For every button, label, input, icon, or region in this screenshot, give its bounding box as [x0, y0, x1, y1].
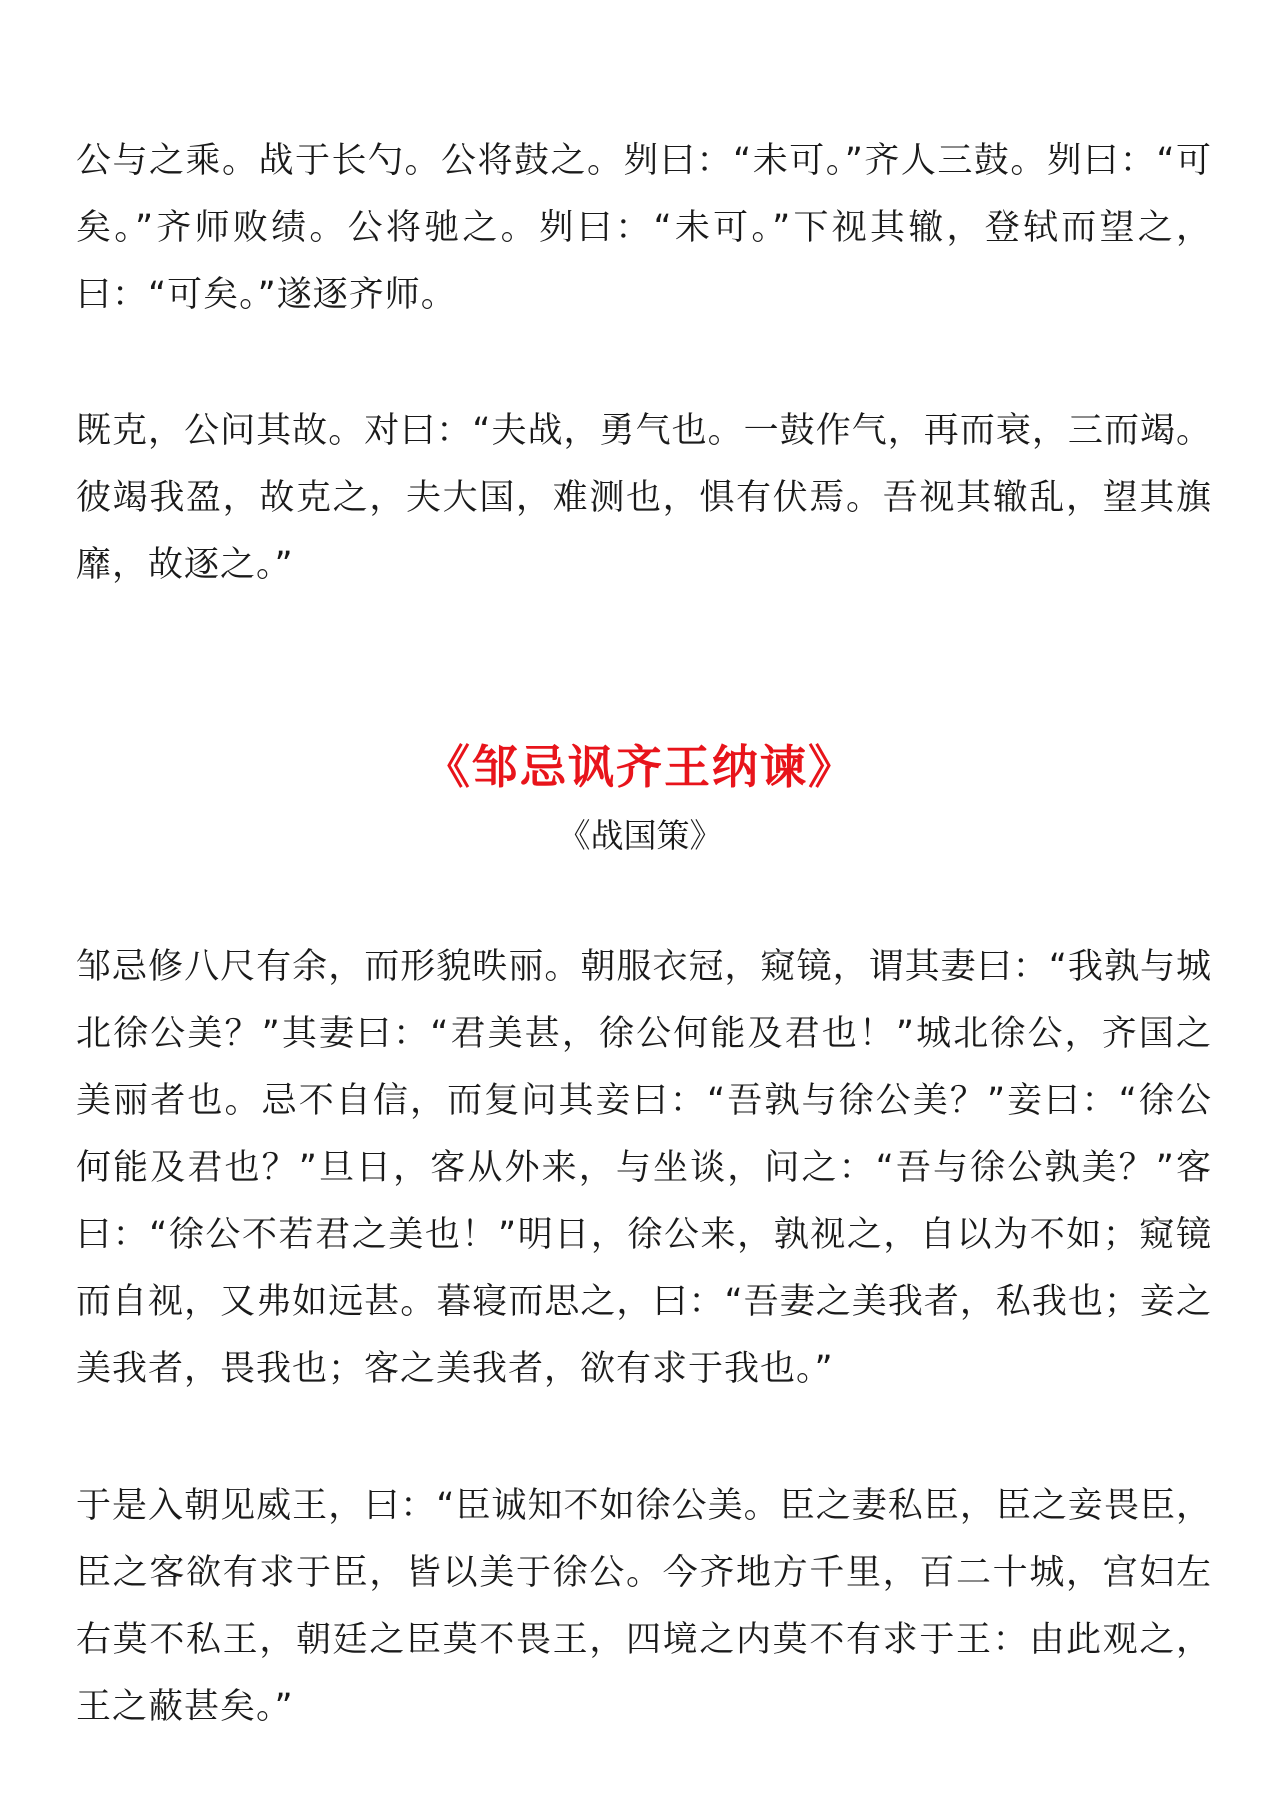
paragraph-victory-reason: 既克，公问其故。对曰：“夫战，勇气也。一鼓作气，再而衰，三而竭。彼竭我盈，故克之，夫大国，难测也，惧有伏焉。吾视其辙乱，望其旗靡，故逐之。”	[76, 411, 1212, 585]
section-title: 《邹忌讽齐王纳谏》	[424, 740, 856, 794]
paragraph-zouji-remonstrance: 于是入朝见威王，曰：“臣诚知不如徐公美。臣之妻私臣，臣之妾畏臣，臣之客欲有求于臣，皆以美于徐公。今齐地方千里，百二十城，宫妇左右莫不私王，朝廷之臣莫不畏王，四境之内莫不有求于王：由此观之，王之蔽甚矣。”	[76, 1486, 1212, 1727]
paragraph-zouji-mirror: 邹忌修八尺有余，而形貌昳丽。朝服衣冠，窥镜，谓其妻曰：“我孰与城北徐公美？”其妻曰：“君美甚，徐公何能及君也！”城北徐公，齐国之美丽者也。忌不自信，而复问其妾曰：“吾孰与徐公美？”妾曰：“徐公何能及君也？”旦日，客从外来，与坐谈，问之：“吾与徐公孰美？”客曰：“徐公不若君之美也！”明日，徐公来，孰视之，自以为不如；窥镜而自视，又弗如远甚。暮寝而思之，曰：“吾妻之美我者，私我也；妾之美我者，畏我也；客之美我者，欲有求于我也。”	[76, 947, 1212, 1389]
section-source: 《战国策》	[557, 816, 723, 855]
paragraph-changshao-battle: 公与之乘。战于长勺。公将鼓之。刿曰：“未可。”齐人三鼓。刿曰：“可矣。”齐师败绩。公将驰之。刿曰：“未可。”下视其辙，登轼而望之，曰：“可矣。”遂逐齐师。	[76, 141, 1212, 315]
